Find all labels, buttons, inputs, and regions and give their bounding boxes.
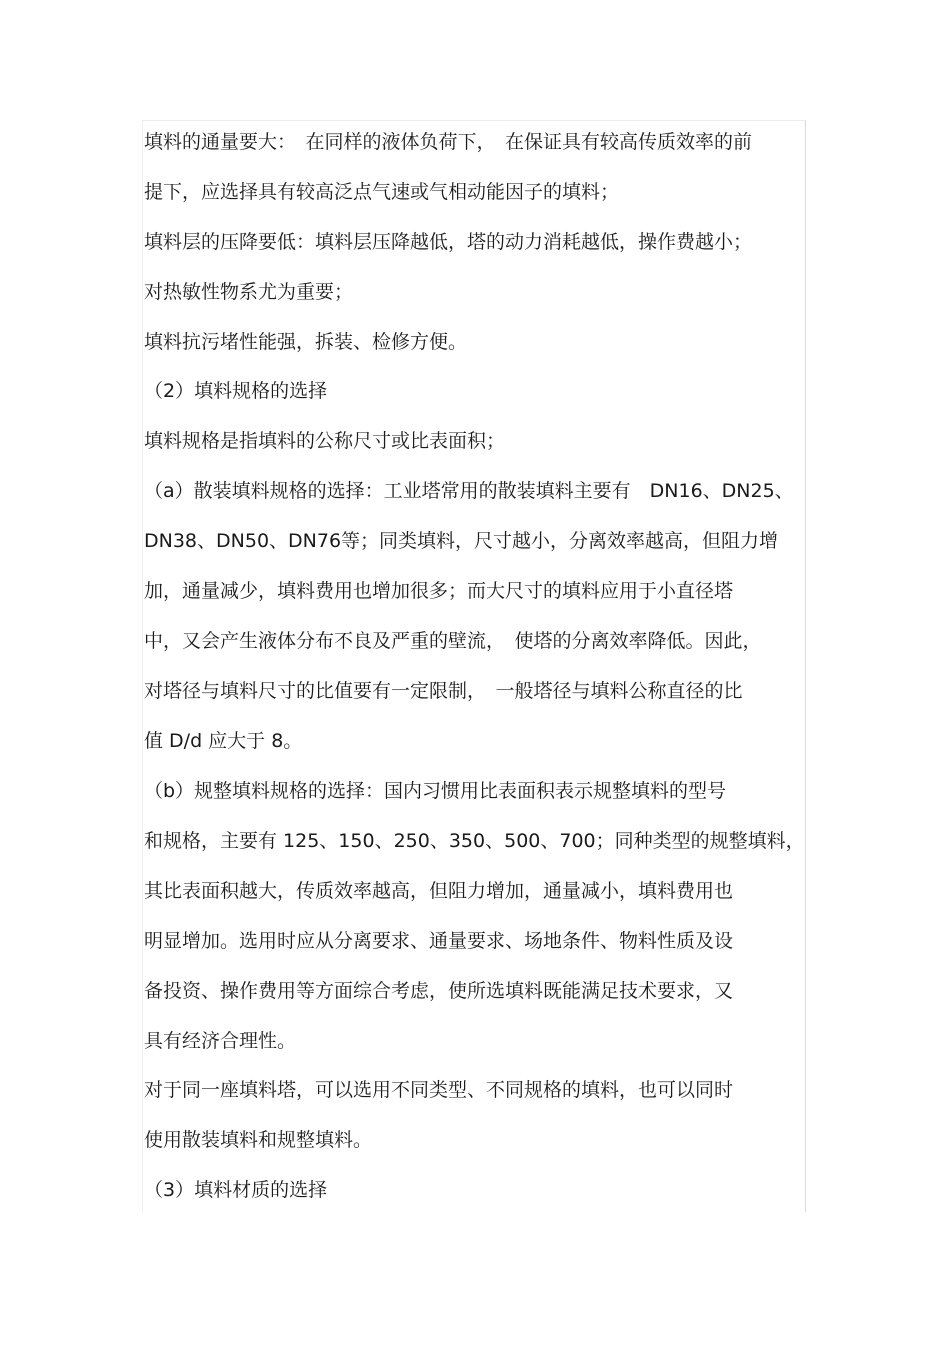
text-line: 值 D/d 应大于 8。 bbox=[144, 730, 303, 752]
text-line: 加，通量减少，填料费用也增加很多；而大尺寸的填料应用于小直径塔 bbox=[144, 580, 734, 602]
section-heading: （3）填料材质的选择 bbox=[144, 1179, 328, 1201]
text-line: 填料抗污堵性能强，拆装、检修方便。 bbox=[144, 331, 468, 353]
text-line: 对热敏性物系尤为重要； bbox=[144, 281, 354, 303]
text-line: 提下，应选择具有较高泛点气速或气相动能因子的填料； bbox=[144, 181, 620, 203]
text-line: 填料的通量要大： 在同样的液体负荷下， 在保证具有较高传质效率的前 bbox=[144, 131, 753, 153]
text-line: 备投资、操作费用等方面综合考虑，使所选填料既能满足技术要求，又 bbox=[144, 980, 734, 1002]
text-line: 对塔径与填料尺寸的比值要有一定限制， 一般塔径与填料公称直径的比 bbox=[144, 680, 743, 702]
text-line: 明显增加。选用时应从分离要求、通量要求、场地条件、物料性质及设 bbox=[144, 930, 734, 952]
text-line: 对于同一座填料塔，可以选用不同类型、不同规格的填料，也可以同时 bbox=[144, 1079, 734, 1101]
text-line: 填料规格是指填料的公称尺寸或比表面积； bbox=[144, 430, 506, 452]
text-line: （a）散装填料规格的选择：工业塔常用的散装填料主要有 DN16、DN25、 bbox=[144, 480, 794, 502]
text-line: 使用散装填料和规整填料。 bbox=[144, 1129, 373, 1151]
text-line: 和规格，主要有 125、150、250、350、500、700；同种类型的规整填料， bbox=[144, 830, 805, 852]
text-line: 具有经济合理性。 bbox=[144, 1030, 297, 1052]
text-line: 填料层的压降要低：填料层压降越低，塔的动力消耗越低，操作费越小； bbox=[144, 231, 753, 253]
text-line: 中，又会产生液体分布不良及严重的壁流， 使塔的分离效率降低。因此， bbox=[144, 630, 762, 652]
section-heading: （2）填料规格的选择 bbox=[144, 380, 328, 402]
text-line: 其比表面积越大，传质效率越高，但阻力增加，通量减小，填料费用也 bbox=[144, 880, 734, 902]
text-line: DN38、DN50、DN76等；同类填料，尺寸越小，分离效率越高，但阻力增 bbox=[144, 530, 779, 552]
text-line: （b）规整填料规格的选择：国内习惯用比表面积表示规整填料的型号 bbox=[144, 780, 727, 802]
